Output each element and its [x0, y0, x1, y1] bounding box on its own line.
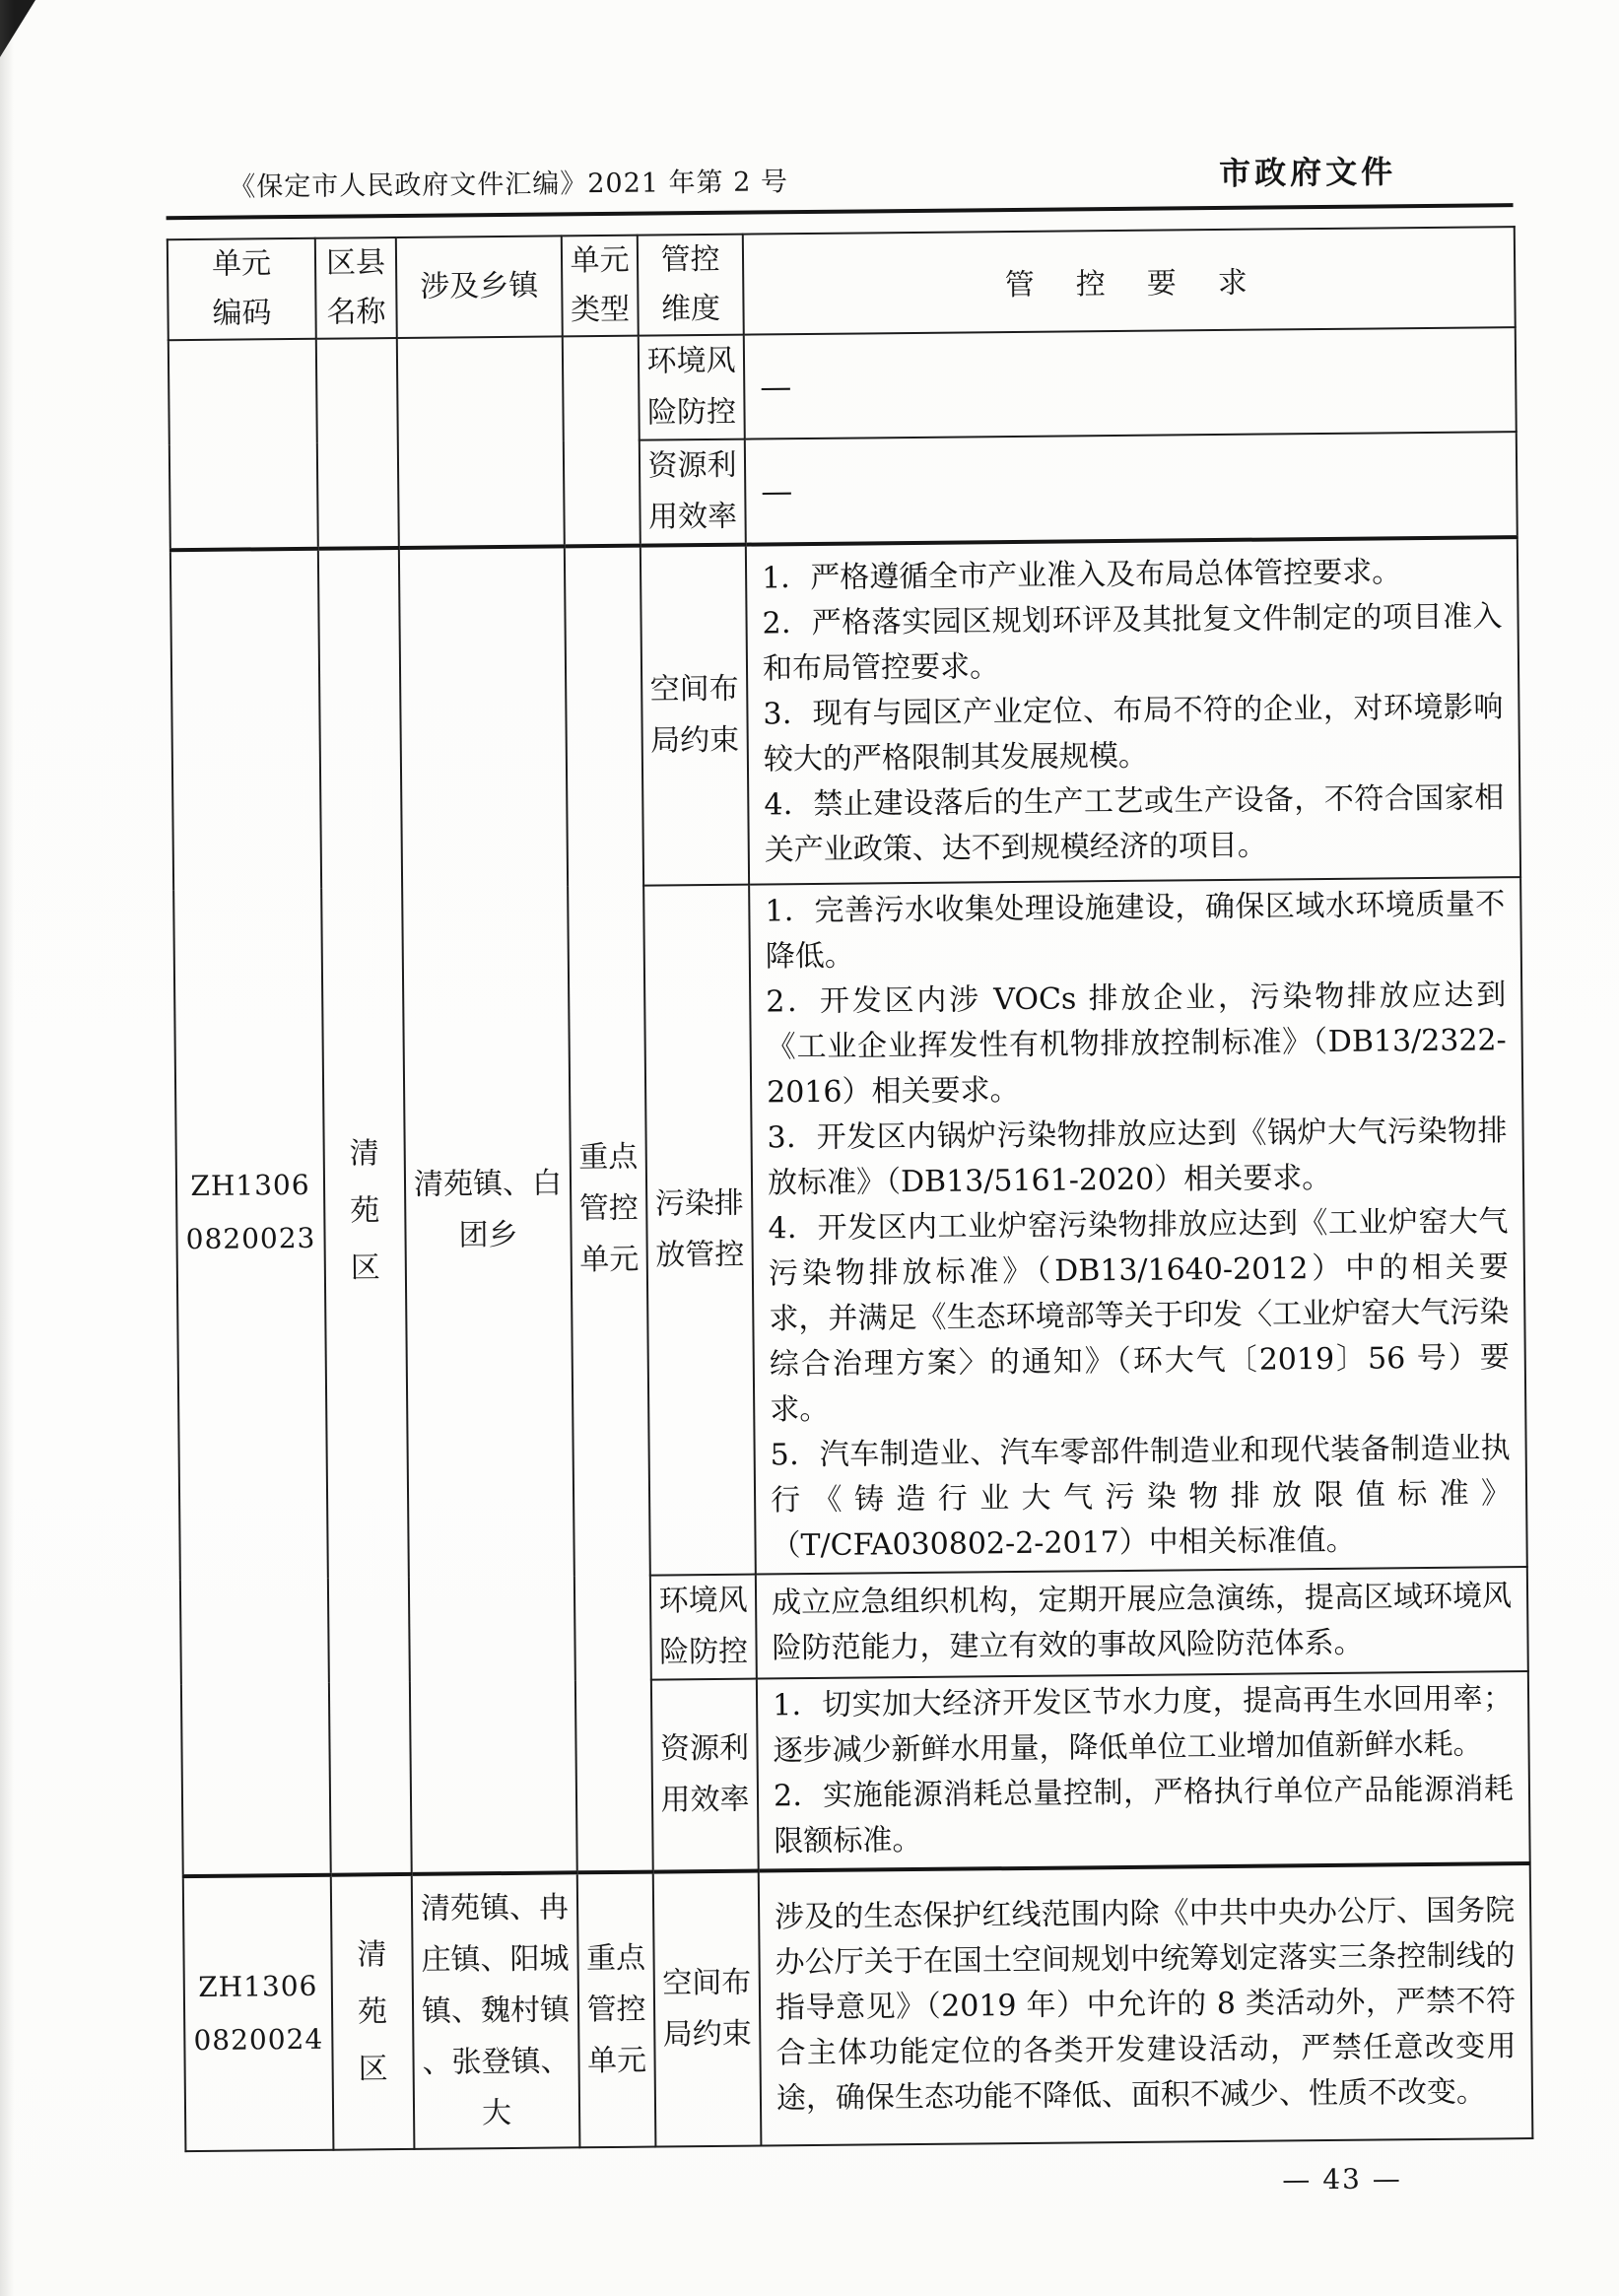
col-header-unit-code: 单元编码 — [168, 238, 316, 340]
requirement-item: 涉及的生态保护红线范围内除《中共中央办公厅、国务院办公厅关于在国土空间规划中统筹划定落实三条控制线的指导意见》（2019 年）中允许的 8 类活动外，严禁不符合主体功能定位的各类开发建设活动，严禁任意改变用途，确保生态功能不降低、面积不减少、性质不改变。 — [775, 1893, 1517, 2117]
cell-unit-type: 重点管控单元 — [565, 546, 653, 1873]
requirement-item: 3．开发区内锅炉污染物排放应达到《锅炉大气污染物排放标准》（DB13/5161-2020）相关要求。 — [767, 1114, 1508, 1201]
scan-edge-shade — [0, 0, 14, 2296]
cell-unit-code-empty — [169, 339, 318, 550]
cell-townships: 清苑镇、冉庄镇、阳城镇、魏村镇、张登镇、大 — [412, 1872, 580, 2149]
carryover-row-env-risk — [169, 327, 1517, 444]
table-header-row — [168, 227, 1516, 340]
cell-requirements — [759, 1863, 1533, 2146]
cell-dimension: 污染排放管控 — [643, 885, 756, 1576]
requirement-item: 2．开发区内涉 VOCs 排放企业，污染物排放应达到《工业企业挥发性有机物排放控制标准》（DB13/2322-2016）相关要求。 — [766, 978, 1507, 1111]
requirement-item: 3．现有与园区产业定位、布局不符的企业，对环境影响较大的严格限制其发展规模。 — [763, 690, 1504, 777]
unit2-row-spatial — [183, 1863, 1533, 2151]
requirement-item: 1．切实加大经济开发区节水力度，提高再生水回用率；逐步减少新鲜水用量，降低单位工业增加值新鲜水耗。 — [772, 1681, 1514, 1769]
cell-requirements: — — [744, 327, 1517, 439]
requirement-item: 2．严格落实园区规划环评及其批复文件制定的项目准入和布局管控要求。 — [762, 599, 1503, 687]
control-requirements-table — [167, 226, 1534, 2152]
col-header-district: 区县名称 — [315, 237, 397, 339]
cell-requirements: — — [745, 432, 1518, 545]
cell-dimension: 资源利用效率 — [651, 1679, 759, 1872]
cell-dimension: 环境风险防控 — [650, 1575, 757, 1680]
requirement-item: 1．完善污水收集处理设施建设，确保区域水环境质量不降低。 — [765, 887, 1506, 975]
requirement-item: 4．禁止建设落后的生产工艺或生产设备，不符合国家相关产业政策、达不到规模经济的项目。 — [764, 780, 1505, 868]
cell-dimension: 空间布局约束 — [641, 545, 749, 886]
cell-unit-type: 重点管控单元 — [577, 1872, 656, 2148]
cell-dimension: 资源利用效率 — [640, 439, 746, 546]
cell-district-empty — [316, 338, 399, 549]
cell-townships-empty — [397, 336, 565, 548]
document-category: 市政府文件 — [1219, 153, 1397, 192]
cell-requirements — [749, 877, 1527, 1574]
requirement-item: 5．汽车制造业、汽车零部件制造业和现代装备制造业执行《铸造行业大气污染物排放限值标准》（T/CFA030802-2-2017）中相关标准值。 — [770, 1431, 1512, 1564]
unit1-row-spatial — [170, 537, 1520, 890]
cell-townships: 清苑镇、白团乡 — [399, 546, 577, 1874]
requirement-item: 1．严格遵循全市产业准入及布局总体管控要求。 — [761, 555, 1402, 596]
requirement-item: 成立应急组织机构，定期开展应急演练，提高区域环境风险防范能力，建立有效的事故风险防范体系。 — [771, 1579, 1513, 1666]
page-content — [166, 146, 1532, 2206]
cell-dimension: 空间布局约束 — [653, 1871, 762, 2147]
cell-requirements — [756, 1567, 1528, 1679]
cell-district: 清苑区 — [331, 1874, 415, 2150]
cell-unit-code: ZH13060820024 — [183, 1875, 334, 2151]
cell-district: 清苑区 — [318, 548, 412, 1875]
compilation-title: 《保定市人民政府文件汇编》2021 年第 2 号 — [229, 167, 789, 203]
cell-requirements — [746, 537, 1520, 885]
col-header-dimension: 管控维度 — [638, 235, 744, 336]
requirement-item: 4．开发区内工业炉窑污染物排放应达到《工业炉窑大气污染物排放标准》（DB13/1640-2012）中的相关要求，并满足《生态环境部等关于印发〈工业炉窑大气污染综合治理方案〉的通知》（环大气〔2019〕56 号）要求。 — [768, 1204, 1510, 1428]
cell-unit-code: ZH13060820023 — [170, 549, 331, 1876]
col-header-requirements: 管 控 要 求 — [743, 227, 1516, 335]
page-number: — 43 — — [1282, 2162, 1402, 2196]
cell-requirements — [757, 1671, 1530, 1871]
col-header-townships: 涉及乡镇 — [396, 236, 563, 338]
cell-unit-type-empty — [563, 336, 641, 547]
cell-dimension: 环境风险防控 — [639, 335, 745, 440]
col-header-unit-type: 单元类型 — [562, 236, 639, 337]
requirement-item: 2．实施能源消耗总量控制，严格执行单位产品能源消耗限额标准。 — [773, 1772, 1515, 1859]
